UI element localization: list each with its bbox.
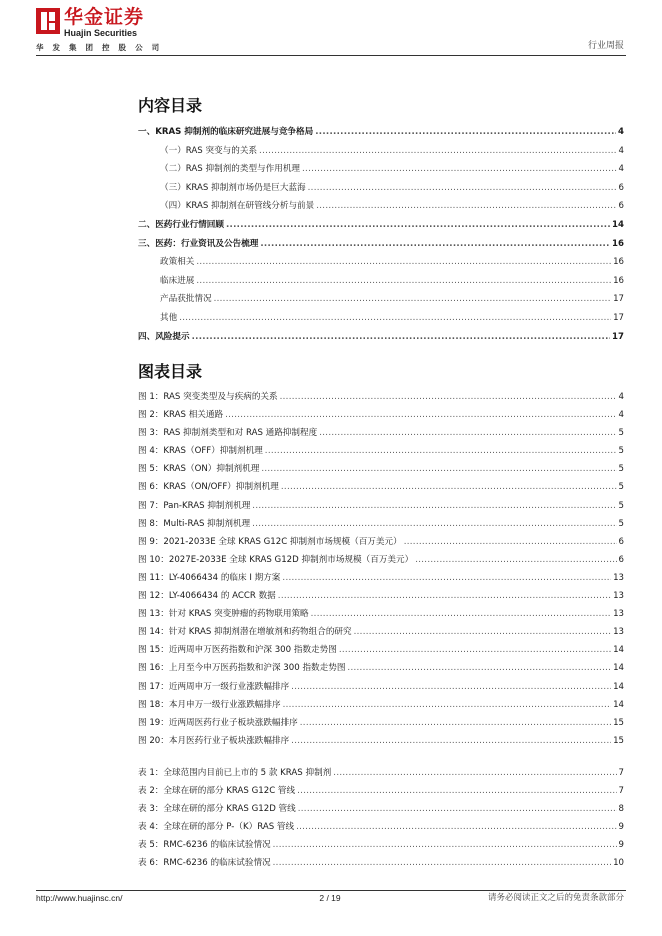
- header-divider: [36, 55, 626, 56]
- toc-entry-page: 6: [618, 554, 624, 565]
- dot-leader: [308, 183, 617, 194]
- dot-leader: [252, 519, 616, 530]
- dot-leader: [260, 239, 610, 250]
- toc-entry-label: 一、KRAS 抑制剂的临床研究进展与竞争格局: [138, 127, 314, 137]
- toc-entry[interactable]: [138, 768, 624, 786]
- dot-leader: [415, 555, 616, 566]
- toc-entry-page: 13: [613, 572, 624, 583]
- toc-entry-label: 图 1：RAS 突变类型及与疾病的关系: [138, 392, 278, 402]
- toc-entry-label: 图 5：KRAS（ON）抑制剂机理: [138, 464, 260, 475]
- toc-entry[interactable]: [138, 313, 624, 332]
- toc-entry-label: 图 2：KRAS 相关通路: [138, 410, 224, 421]
- toc-entry[interactable]: [138, 537, 624, 555]
- toc-entry-label: （一）RAS 突变与的关系: [160, 145, 258, 156]
- toc-entry-label: 表 6：RMC-6236 的临床试验情况: [138, 858, 271, 869]
- toc-entry[interactable]: [138, 239, 624, 258]
- toc-entry-label: （四）KRAS 抑制剂在研管线分析与前景: [160, 201, 315, 212]
- dot-leader: [311, 609, 611, 620]
- page-header: [0, 0, 662, 58]
- toc-entry-label: 产品获批情况: [160, 294, 212, 305]
- toc-entry-label: 表 3：全球在研的部分 KRAS G12D 管线: [138, 804, 296, 815]
- dot-leader: [339, 645, 611, 656]
- toc-entry-page: 5: [618, 464, 624, 475]
- toc-entry-label: 临床进展: [160, 275, 195, 286]
- dot-leader: [283, 700, 611, 711]
- tables-list: [138, 768, 624, 877]
- toc-entry-label: 表 2：全球在研的部分 KRAS G12C 管线: [138, 786, 296, 797]
- dot-leader: [265, 446, 617, 457]
- toc-entry-page: 16: [613, 275, 624, 286]
- toc-entry[interactable]: [138, 164, 624, 183]
- toc-entry-label: 其他: [160, 312, 178, 323]
- toc-entry-label: 图 12：LY-4066434 的 ACCR 数据: [138, 591, 276, 602]
- toc-entry[interactable]: [138, 501, 624, 519]
- toc-entry-page: 4: [618, 145, 624, 156]
- toc-entry-page: 9: [618, 840, 624, 851]
- toc-entry[interactable]: [138, 332, 624, 351]
- toc-entry-page: 4: [618, 164, 624, 175]
- dot-leader: [196, 276, 611, 287]
- toc-entry[interactable]: [138, 428, 624, 446]
- toc-entry-page: 4: [618, 127, 624, 137]
- toc-entry-page: 14: [613, 663, 624, 674]
- toc-entry-label: 图 7：Pan-KRAS 抑制剂机理: [138, 500, 251, 511]
- dot-leader: [347, 663, 611, 674]
- toc-entry-label: 图 8：Multi-RAS 抑制剂机理: [138, 518, 251, 529]
- dot-leader: [319, 428, 616, 439]
- toc-entry-page: 9: [618, 822, 624, 833]
- toc-entry-label: 图 14：针对 KRAS 抑制剂潜在增敏剂和药物组合的研究: [138, 627, 352, 638]
- dot-leader: [225, 410, 616, 421]
- toc-entry-label: （二）RAS 抑制剂的类型与作用机理: [160, 164, 301, 175]
- toc-entry-label: 表 4：全球在研的部分 P-（K）RAS 管线: [138, 822, 295, 833]
- toc-entry[interactable]: [138, 682, 624, 700]
- toc-entry[interactable]: [138, 858, 624, 876]
- figures-list: [138, 392, 624, 754]
- dot-leader: [315, 127, 616, 138]
- dot-leader: [196, 257, 611, 268]
- huajin-logo-icon: [36, 8, 60, 34]
- toc-entry-page: 16: [612, 238, 624, 249]
- toc-entry[interactable]: [138, 627, 624, 645]
- toc-entry-page: 6: [618, 182, 624, 193]
- toc-entry[interactable]: [138, 276, 624, 295]
- footer-url-link[interactable]: http://www.huajinsc.cn/: [36, 893, 123, 903]
- toc-entry[interactable]: [138, 718, 624, 736]
- toc-entry-page: 5: [618, 428, 624, 439]
- toc-entry-label: 表 1：全球范围内目前已上市的 5 款 KRAS 抑制剂: [138, 768, 332, 778]
- toc-entry-label: 四、风险提示: [138, 331, 190, 342]
- dot-leader: [291, 736, 611, 747]
- toc-entry-page: 4: [618, 392, 624, 402]
- toc-entry-label: 图 16：上月至今申万医药指数和沪深 300 指数走势图: [138, 663, 346, 674]
- dot-leader: [226, 220, 610, 231]
- toc-entry-page: 7: [618, 768, 624, 778]
- toc-entry[interactable]: [138, 645, 624, 663]
- toc-entry-label: 政策相关: [160, 257, 195, 268]
- toc-entry-page: 17: [613, 294, 624, 305]
- toc-entry-page: 17: [613, 312, 624, 323]
- toc-entry-label: 二、医药行业行情回顾: [138, 219, 224, 230]
- toc-entry-page: 5: [618, 482, 624, 493]
- footer-disclaimer: 请务必阅读正文之后的免责条款部分: [487, 893, 624, 903]
- toc-entry[interactable]: [138, 410, 624, 428]
- toc-entry[interactable]: [138, 822, 624, 840]
- toc-entry[interactable]: [138, 663, 624, 681]
- toc-entry-page: 14: [613, 645, 624, 656]
- dot-leader: [280, 392, 617, 403]
- toc-entry-page: 14: [612, 219, 624, 230]
- logo-english-name: Huajin Securities: [64, 28, 138, 38]
- toc-entry-label: （三）KRAS 抑制剂市场仍是巨大蓝海: [160, 182, 306, 193]
- dot-leader: [300, 718, 611, 729]
- toc-entry-page: 15: [613, 735, 624, 746]
- toc-entry-label: 图 3：RAS 抑制剂类型和对 RAS 通路抑制程度: [138, 428, 318, 439]
- toc-entry[interactable]: [138, 146, 624, 165]
- toc-entry-label: 图 13：针对 KRAS 突变肿瘤的药物联用策略: [138, 609, 309, 620]
- toc-title: 内容目录: [138, 96, 203, 115]
- toc-entry-page: 13: [613, 591, 624, 602]
- toc-entry-page: 13: [613, 627, 624, 638]
- toc-entry[interactable]: [138, 591, 624, 609]
- toc-entry-page: 16: [613, 257, 624, 268]
- dot-leader: [302, 164, 617, 175]
- toc-entry[interactable]: [138, 446, 624, 464]
- toc-entry[interactable]: [138, 736, 624, 754]
- dot-leader: [179, 313, 611, 324]
- dot-leader: [252, 501, 616, 512]
- dot-leader: [214, 294, 611, 305]
- toc-entry-label: 图 4：KRAS（OFF）抑制剂机理: [138, 446, 263, 457]
- toc-entry[interactable]: [138, 220, 624, 239]
- toc-entry-page: 8: [618, 804, 624, 815]
- toc-entry-page: 4: [618, 410, 624, 421]
- toc-entry[interactable]: [138, 840, 624, 858]
- toc-entry[interactable]: [138, 464, 624, 482]
- toc-entry[interactable]: [138, 183, 624, 202]
- toc-entry[interactable]: [138, 482, 624, 500]
- dot-leader: [282, 573, 611, 584]
- toc-entry[interactable]: [138, 257, 624, 276]
- toc-entry[interactable]: [138, 294, 624, 313]
- toc-entry-label: 图 19：近两周医药行业子板块涨跌幅排序: [138, 717, 298, 728]
- dot-leader: [333, 768, 616, 779]
- page-number: 2 / 19: [319, 893, 341, 903]
- toc-entry-page: 5: [618, 446, 624, 457]
- toc-entry-label: 图 18：本月申万一级行业涨跌幅排序: [138, 699, 281, 710]
- dot-leader: [291, 682, 611, 693]
- dot-leader: [354, 627, 611, 638]
- toc-entry-label: 三、医药：行业资讯及公告梳理: [138, 238, 259, 249]
- toc-entry-page: 10: [613, 858, 624, 869]
- dot-leader: [281, 482, 617, 493]
- toc-entry[interactable]: [138, 555, 624, 573]
- toc-entry-page: 14: [613, 699, 624, 710]
- dot-leader: [278, 591, 611, 602]
- toc-entry-label: 图 10：2027E-2033E 全球 KRAS G12D 抑制剂市场规模（百万美元）: [138, 554, 414, 565]
- toc-entry[interactable]: [138, 700, 624, 718]
- toc-entry-label: 图 11：LY-4066434 的临床 I 期方案: [138, 572, 281, 583]
- dot-leader: [298, 804, 617, 815]
- dot-leader: [404, 537, 617, 548]
- report-type-label: 行业周报: [587, 41, 624, 51]
- toc-entry[interactable]: [138, 786, 624, 804]
- dot-leader: [296, 822, 616, 833]
- dot-leader: [261, 464, 616, 475]
- toc-entry-label: 表 5：RMC-6236 的临床试验情况: [138, 840, 271, 851]
- toc-entry[interactable]: [138, 201, 624, 220]
- toc-entry-page: 6: [618, 536, 624, 547]
- dot-leader: [273, 858, 611, 869]
- group-name: 华 发 集 团 控 股 公 司: [36, 43, 163, 52]
- toc-entry-page: 6: [618, 201, 624, 212]
- toc-entry[interactable]: [138, 609, 624, 627]
- toc-entry-label: 图 17：近两周申万一级行业涨跌幅排序: [138, 681, 290, 692]
- dot-leader: [316, 201, 616, 212]
- toc-entry-label: 图 20：本月医药行业子板块涨跌幅排序: [138, 735, 290, 746]
- logo-chinese-name: 华金证券: [64, 6, 145, 28]
- dot-leader: [273, 840, 617, 851]
- toc-entry-label: 图 9：2021-2033E 全球 KRAS G12C 抑制剂市场规模（百万美元）: [138, 536, 402, 547]
- dot-leader: [192, 332, 610, 343]
- toc-entry-label: 图 15：近两周申万医药指数和沪深 300 指数走势图: [138, 645, 337, 656]
- toc-entry[interactable]: [138, 392, 624, 410]
- toc-entry-page: 15: [613, 717, 624, 728]
- toc-entry-page: 17: [612, 331, 624, 342]
- toc-entry[interactable]: [138, 519, 624, 537]
- contents-list: [138, 127, 624, 350]
- toc-entry-label: 图 6：KRAS（ON/OFF）抑制剂机理: [138, 482, 279, 493]
- dot-leader: [297, 786, 616, 797]
- toc-entry[interactable]: [138, 573, 624, 591]
- toc-entry-page: 14: [613, 681, 624, 692]
- toc-entry-page: 13: [613, 609, 624, 620]
- toc-entry-page: 5: [618, 500, 624, 511]
- toc-entry-page: 5: [618, 518, 624, 529]
- dot-leader: [259, 146, 616, 157]
- toc-entry[interactable]: [138, 804, 624, 822]
- figures-title: 图表目录: [138, 362, 203, 381]
- footer-divider: [36, 890, 626, 891]
- toc-entry[interactable]: [138, 127, 624, 146]
- toc-entry-page: 7: [618, 786, 624, 797]
